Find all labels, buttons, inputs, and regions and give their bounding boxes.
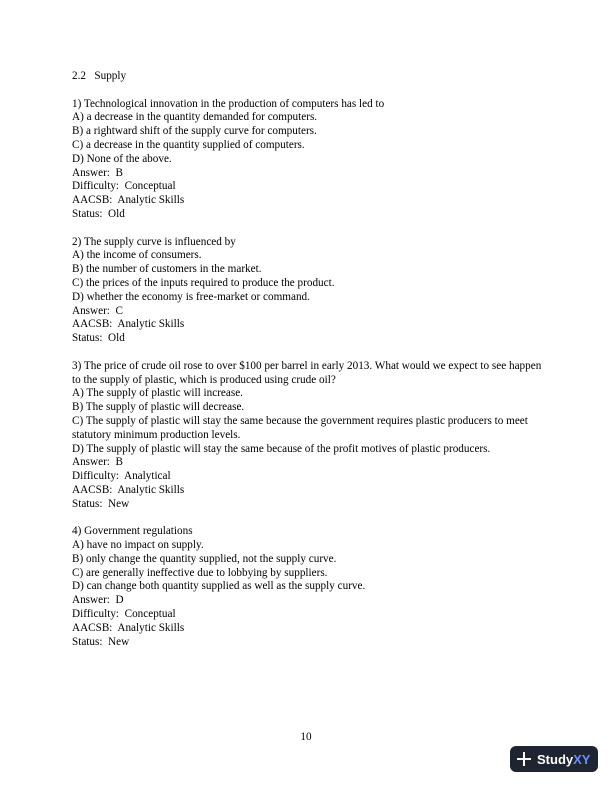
option-c: C) are generally ineffective due to lobbying by suppliers. xyxy=(72,566,328,579)
option-d: D) whether the economy is free-market or command. xyxy=(72,290,310,303)
option-a: A) The supply of plastic will increase. xyxy=(72,387,243,400)
badge-brand-study: Study xyxy=(537,751,574,767)
studyxy-badge[interactable] xyxy=(510,746,598,772)
option-b: B) only change the quantity supplied, not the supply curve. xyxy=(72,552,337,565)
option-a: A) a decrease in the quantity demanded for computers. xyxy=(72,111,318,124)
answer: Answer: B xyxy=(72,166,123,179)
option-d: D) None of the above. xyxy=(72,152,172,165)
answer: Answer: B xyxy=(72,456,123,469)
answer: Answer: D xyxy=(72,594,124,607)
option-c: C) the prices of the inputs required to produce the product. xyxy=(72,276,335,289)
question-2 xyxy=(72,236,542,346)
aacsb: AACSB: Analytic Skills xyxy=(72,483,185,496)
question-4 xyxy=(72,525,542,649)
aacsb: AACSB: Analytic Skills xyxy=(72,318,185,331)
badge-brand-xy: XY xyxy=(573,751,591,767)
status: Status: Old xyxy=(72,207,125,220)
option-d: D) can change both quantity supplied as well as the supply curve. xyxy=(72,580,366,593)
option-b: B) The supply of plastic will decrease. xyxy=(72,401,245,414)
status: Status: New xyxy=(72,497,130,510)
option-d: D) The supply of plastic will stay the same because of the profit motives of plastic producers. xyxy=(72,442,491,455)
page-number: 10 xyxy=(300,731,312,743)
question-stem: 4) Government regulations xyxy=(72,525,193,538)
answer: Answer: C xyxy=(72,304,123,317)
question-1 xyxy=(72,98,542,222)
option-a: A) the income of consumers. xyxy=(72,249,202,262)
status: Status: New xyxy=(72,635,130,648)
difficulty: Difficulty: Analytical xyxy=(72,470,171,483)
difficulty: Difficulty: Conceptual xyxy=(72,180,176,193)
aacsb: AACSB: Analytic Skills xyxy=(72,194,185,207)
section-title: Supply xyxy=(94,70,127,82)
question-3 xyxy=(72,359,545,512)
option-c: C) a decrease in the quantity supplied of computers. xyxy=(72,138,305,151)
section-number: 2.2 xyxy=(72,70,86,82)
question-stem: 2) The supply curve is influenced by xyxy=(72,235,236,248)
page-content xyxy=(72,70,545,663)
aacsb: AACSB: Analytic Skills xyxy=(72,621,185,634)
option-b: B) the number of customers in the market. xyxy=(72,263,262,276)
section-heading xyxy=(72,70,542,84)
option-c: C) The supply of plastic will stay the same because the government requires plastic producers to meet statutory minimum production levels. xyxy=(72,414,531,441)
option-b: B) a rightward shift of the supply curve for computers. xyxy=(72,125,317,138)
option-a: A) have no impact on supply. xyxy=(72,539,204,552)
plus-icon xyxy=(517,752,531,766)
question-stem: 1) Technological innovation in the production of computers has led to xyxy=(72,97,385,110)
question-stem: 3) The price of crude oil rose to over $100 per barrel in early 2013. What would we expect to see happen to the supply of plastic, which is produced using crude oil? xyxy=(72,359,545,386)
difficulty: Difficulty: Conceptual xyxy=(72,608,176,621)
status: Status: Old xyxy=(72,332,125,345)
